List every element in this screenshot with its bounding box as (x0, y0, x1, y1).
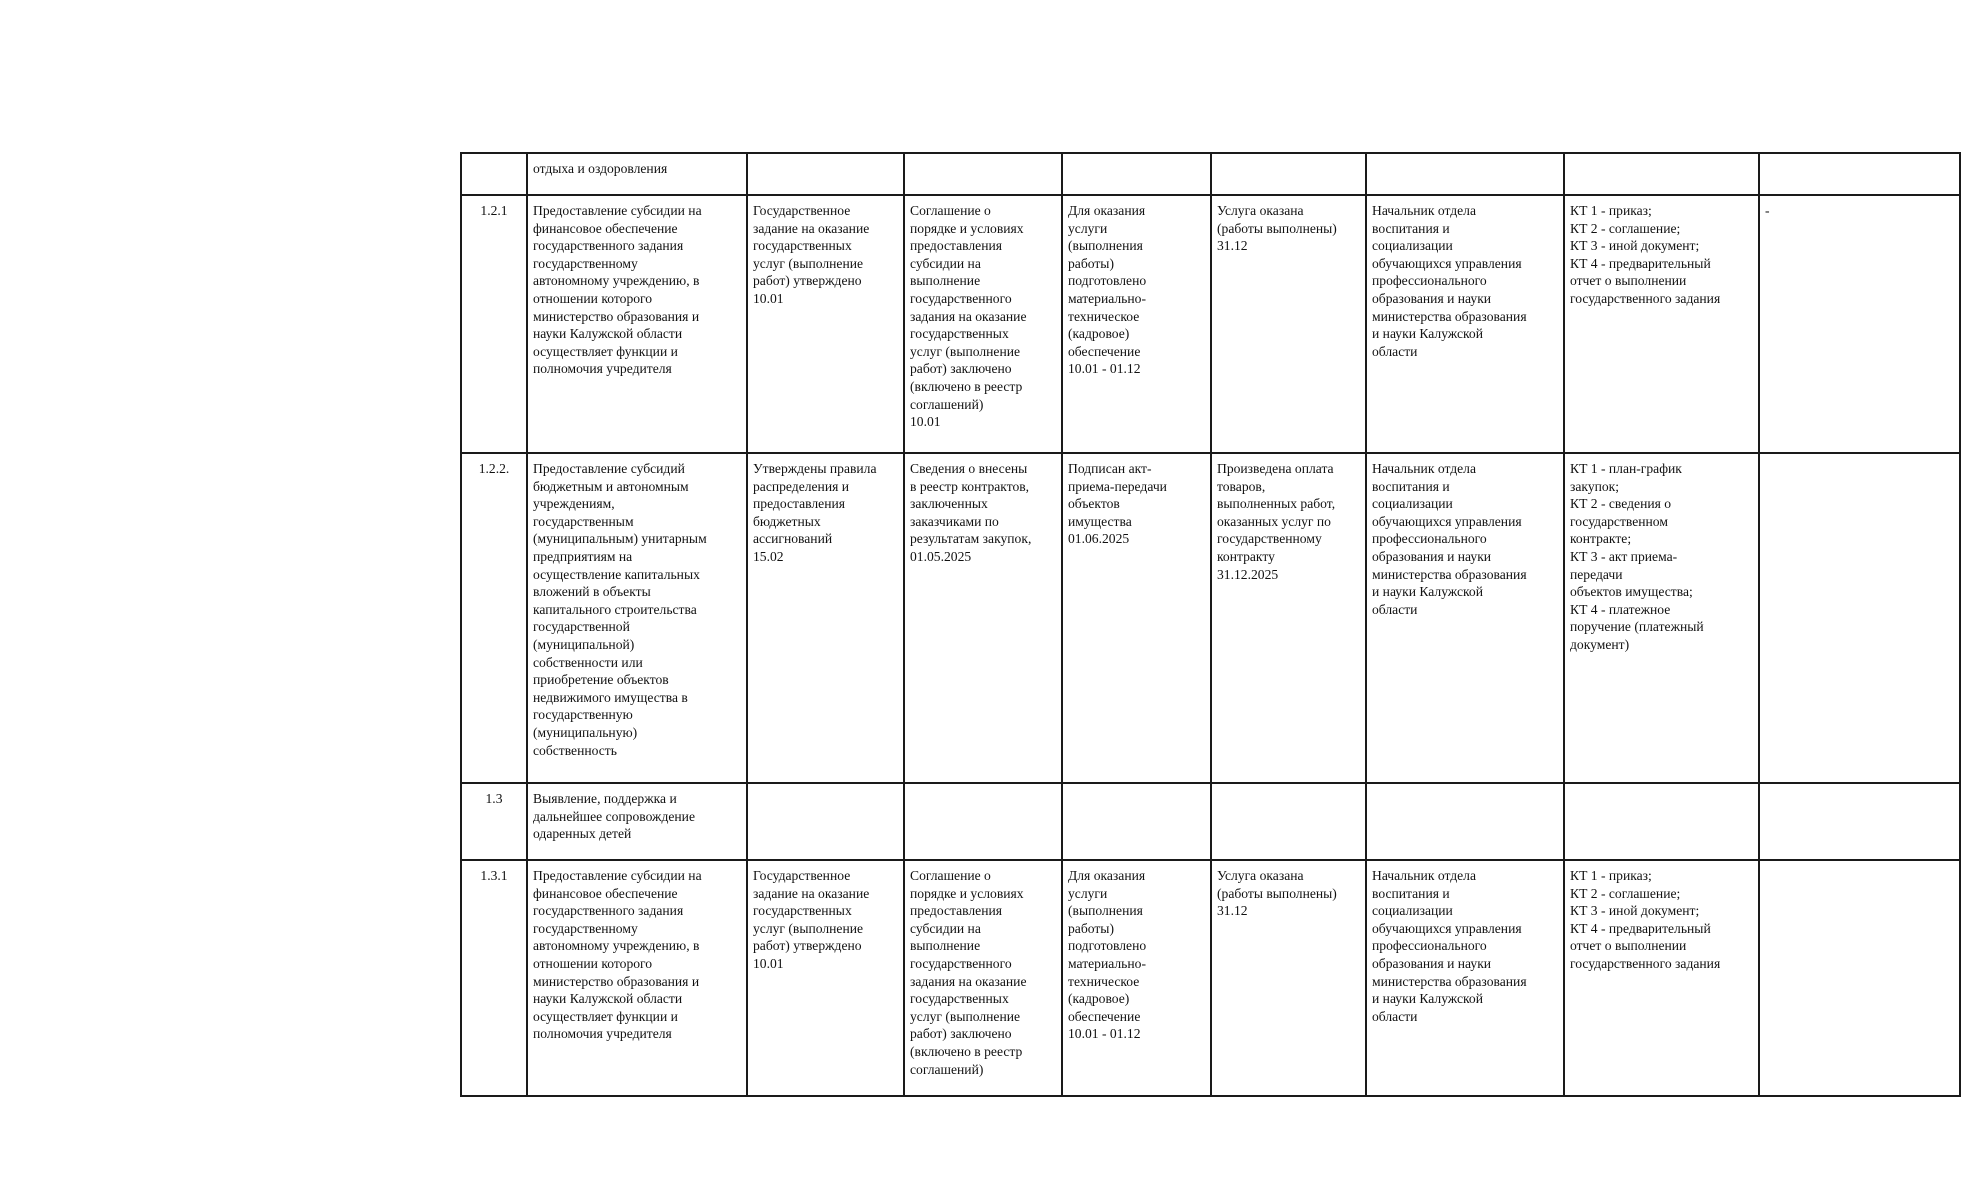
event-name-cell: отдыха и оздоровления (527, 153, 747, 195)
row-number-cell: 1.3.1 (461, 860, 527, 1096)
row-number-cell (461, 153, 527, 195)
control-point-2-cell: Сведения о внесены в реестр контрактов, заключенных заказчиками по результатам закупок, 01.05.2025 (904, 453, 1062, 783)
responsible-cell: Начальник отдела воспитания и социализации обучающихся управления профессионального образования и науки министерства образования и науки Калужской области (1366, 860, 1564, 1096)
extra-cell (1759, 153, 1960, 195)
row-number-cell: 1.2.2. (461, 453, 527, 783)
control-point-4-cell (1211, 153, 1366, 195)
confirmation-document-cell (1564, 783, 1759, 860)
event-name-cell: Предоставление субсидии на финансовое обеспечение государственного задания государственному автономному учреждению, в отношении которого министерство образования и науки Калужской области осуществляет функции и полномочия учредителя (527, 860, 747, 1096)
control-point-3-cell: Для оказания услуги (выполнения работы) подготовлено материально- техническое (кадровое) обеспечение 10.01 - 01.12 (1062, 860, 1211, 1096)
responsible-cell: Начальник отдела воспитания и социализации обучающихся управления профессионального образования и науки министерства образования и науки Калужской области (1366, 195, 1564, 453)
control-point-4-cell: Услуга оказана (работы выполнены) 31.12 (1211, 195, 1366, 453)
control-point-2-cell (904, 153, 1062, 195)
extra-cell: - (1759, 195, 1960, 453)
control-point-3-cell (1062, 783, 1211, 860)
extra-cell (1759, 860, 1960, 1096)
control-point-3-cell: Для оказания услуги (выполнения работы) подготовлено материально- техническое (кадровое) обеспечение 10.01 - 01.12 (1062, 195, 1211, 453)
responsible-cell (1366, 153, 1564, 195)
table-row (461, 453, 1960, 783)
control-point-2-cell: Соглашение о порядке и условиях предоставления субсидии на выполнение государственного задания на оказание государственных услуг (выполнение работ) заключено (включено в реестр соглашений) 10.01 (904, 195, 1062, 453)
extra-cell (1759, 453, 1960, 783)
confirmation-document-cell: КТ 1 - план-график закупок; КТ 2 - сведения о государственном контракте; КТ 3 - акт приема- передачи объектов имущества; КТ 4 - платежное поручение (платежный документ) (1564, 453, 1759, 783)
confirmation-document-cell: КТ 1 - приказ; КТ 2 - соглашение; КТ 3 - иной документ; КТ 4 - предварительный отчет о выполнении государственного задания (1564, 195, 1759, 453)
control-point-2-cell (904, 783, 1062, 860)
table-row (461, 860, 1960, 1096)
control-point-1-cell: Государственное задание на оказание государственных услуг (выполнение работ) утверждено 10.01 (747, 195, 904, 453)
control-point-4-cell: Услуга оказана (работы выполнены) 31.12 (1211, 860, 1366, 1096)
row-number-cell: 1.2.1 (461, 195, 527, 453)
control-point-1-cell: Государственное задание на оказание государственных услуг (выполнение работ) утверждено 10.01 (747, 860, 904, 1096)
control-point-4-cell: Произведена оплата товаров, выполненных работ, оказанных услуг по государственному контракту 31.12.2025 (1211, 453, 1366, 783)
extra-cell (1759, 783, 1960, 860)
control-point-1-cell: Утверждены правила распределения и предоставления бюджетных ассигнований 15.02 (747, 453, 904, 783)
responsible-cell (1366, 783, 1564, 860)
control-point-1-cell (747, 783, 904, 860)
responsible-cell: Начальник отдела воспитания и социализации обучающихся управления профессионального образования и науки министерства образования и науки Калужской области (1366, 453, 1564, 783)
row-number-cell: 1.3 (461, 783, 527, 860)
event-name-cell: Предоставление субсидий бюджетным и автономным учреждениям, государственным (муниципальным) унитарным предприятиям на осуществление капитальных вложений в объекты капитального строительства государственной (муниципальной) собственности или приобретение объектов недвижимого имущества в государственную (муниципальную) собственность (527, 453, 747, 783)
implementation-plan-table (460, 152, 1961, 1097)
event-name-cell: Выявление, поддержка и дальнейшее сопровождение одаренных детей (527, 783, 747, 860)
confirmation-document-cell (1564, 153, 1759, 195)
event-name-cell: Предоставление субсидии на финансовое обеспечение государственного задания государственному автономному учреждению, в отношении которого министерство образования и науки Калужской области осуществляет функции и полномочия учредителя (527, 195, 747, 453)
control-point-3-cell: Подписан акт- приема-передачи объектов имущества 01.06.2025 (1062, 453, 1211, 783)
control-point-4-cell (1211, 783, 1366, 860)
control-point-3-cell (1062, 153, 1211, 195)
control-point-1-cell (747, 153, 904, 195)
table-row (461, 783, 1960, 860)
confirmation-document-cell: КТ 1 - приказ; КТ 2 - соглашение; КТ 3 - иной документ; КТ 4 - предварительный отчет о выполнении государственного задания (1564, 860, 1759, 1096)
table-row (461, 153, 1960, 195)
control-point-2-cell: Соглашение о порядке и условиях предоставления субсидии на выполнение государственного задания на оказание государственных услуг (выполнение работ) заключено (включено в реестр соглашений) (904, 860, 1062, 1096)
table-row (461, 195, 1960, 453)
